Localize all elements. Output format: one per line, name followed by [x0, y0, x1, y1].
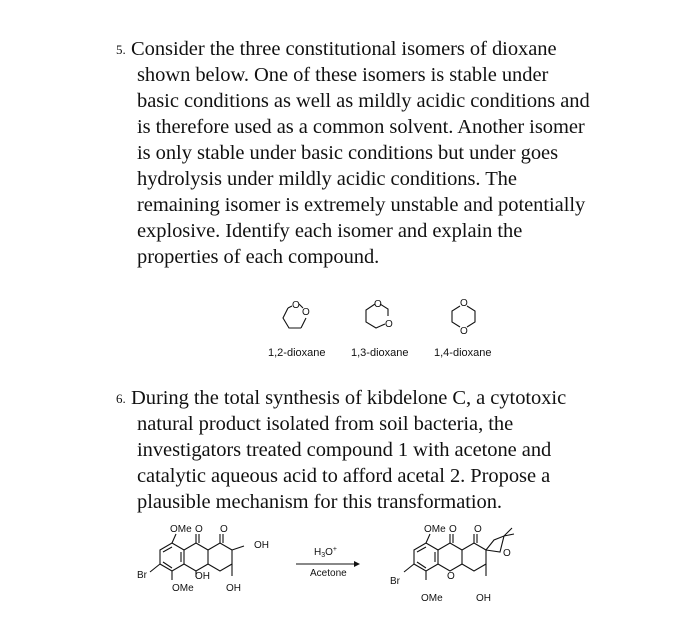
question-6-line-4: catalytic aqueous acid to afford acetal 2. Propose a [137, 465, 551, 487]
question-6-line-3: investigators treated compound 1 with acetone and [137, 439, 552, 461]
structure-1-2-dioxane-atom-1: O [292, 300, 300, 311]
structure-1-4-dioxane-atom-2: O [460, 326, 468, 337]
compound-2 [390, 524, 514, 604]
structure-1-3-dioxane-atom-1: O [374, 299, 382, 310]
compound-1-ome-top: OMe [170, 524, 192, 535]
question-5-line-7: remaining isomer is extremely unstable and potentially [137, 194, 586, 216]
structure-1-3-dioxane-atom-2: O [385, 319, 393, 330]
structure-1-2-dioxane-atom-2: O [302, 307, 310, 318]
question-5-line-5: is only stable under basic conditions but under goes [137, 142, 558, 164]
structure-1-4-dioxane [452, 298, 475, 337]
dioxane-structures [0, 290, 700, 350]
structure-1-4-dioxane-atom-1: O [460, 298, 468, 309]
label-1-2-dioxane: 1,2-dioxane [268, 347, 326, 359]
compound-2-br: Br [390, 576, 400, 587]
structure-1-2-dioxane [283, 300, 310, 328]
question-5-line-4: is therefore used as a common solvent. Another isomer [137, 116, 585, 138]
question-6-line-1: During the total synthesis of kibdelone C, a cytotoxic [131, 387, 567, 409]
compound-1-ome-bottom: OMe [172, 583, 194, 594]
compound-2-o-acetal: O [503, 548, 511, 559]
reagent-acetone: Acetone [310, 568, 347, 579]
question-5-line-3: basic conditions as well as mildly acidic conditions and [137, 90, 590, 112]
question-5-line-9: properties of each compound. [137, 246, 380, 268]
compound-1 [137, 524, 269, 594]
question-6-number: 6. [116, 391, 126, 406]
question-5-line-1: Consider the three constitutional isomers of dioxane [131, 38, 557, 60]
compound-1-oh-mid: OH [195, 571, 210, 582]
compound-2-oh-bottom: OH [476, 593, 491, 604]
compound-2-o-top-1: O [449, 524, 457, 535]
reagent-acid-h: H [314, 547, 322, 558]
compound-2-ome-top: OMe [424, 524, 446, 535]
compound-2-ome-bottom: OMe [421, 593, 443, 604]
reagent-acid-sup: + [332, 546, 338, 553]
reaction-arrow [296, 546, 360, 579]
reaction-scheme [0, 520, 700, 620]
question-6-line-2: natural product isolated from soil bacteria, the [137, 413, 514, 435]
compound-1-oh-bottom: OH [226, 583, 241, 594]
compound-2-o-top-2: O [474, 524, 482, 535]
question-5-number: 5. [116, 42, 126, 57]
reagent-acid-o: O [325, 547, 333, 558]
question-5-line-2: shown below. One of these isomers is stable under [137, 64, 549, 86]
question-5-line-8: explosive. Identify each isomer and explain the [137, 220, 523, 242]
compound-1-br: Br [137, 570, 147, 581]
structure-1-3-dioxane [366, 299, 393, 330]
reagent-acid [314, 546, 337, 559]
question-5-line-6: hydrolysis under mildly acidic conditions. The [137, 168, 517, 190]
label-1-3-dioxane: 1,3-dioxane [351, 347, 409, 359]
compound-1-o-top-1: O [195, 524, 203, 535]
compound-1-o-top-2: O [220, 524, 228, 535]
question-6-line-5: plausible mechanism for this transformation. [137, 491, 503, 513]
compound-1-oh-side: OH [254, 540, 269, 551]
reagent-acid-sub: 3 [321, 552, 326, 559]
label-1-4-dioxane: 1,4-dioxane [434, 347, 492, 359]
compound-2-o-ring: O [447, 571, 455, 582]
